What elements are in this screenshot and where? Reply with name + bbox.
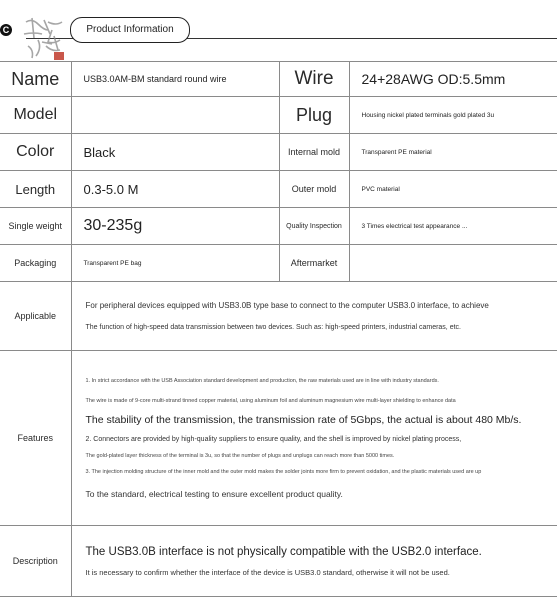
spec-label: Aftermarket xyxy=(279,245,349,282)
spec-label: Model xyxy=(0,97,71,134)
spec-label: Wire xyxy=(279,62,349,97)
feature-line: The wire is made of 9-core multi-strand tinned copper material, using aluminum foil and aluminum magnesium wire multi-layer shielding to enhance data xyxy=(85,397,456,404)
spec-label: Quality Inspection xyxy=(279,208,349,245)
spec-row xyxy=(0,134,557,171)
feature-line: The stability of the transmission, the transmission rate of 5Gbps, the actual is about 480 Mb/s. xyxy=(85,413,522,426)
spec-row xyxy=(0,171,557,208)
spec-row xyxy=(0,62,557,97)
spec-value: PVC material xyxy=(349,171,557,208)
header xyxy=(0,0,557,64)
feature-line: To the standard, electrical testing to ensure excellent product quality. xyxy=(85,488,343,499)
spec-value: 0.3-5.0 M xyxy=(71,171,279,208)
description-line: It is necessary to confirm whether the interface of the device is USB3.0 standard, otherwise it will not be used. xyxy=(85,567,450,577)
spec-table xyxy=(0,61,557,597)
spec-value: 30-235g xyxy=(71,208,279,245)
applicable-line: For peripheral devices equipped with USB3.0B type base to connect to the computer USB3.0 interface, to achieve xyxy=(85,301,489,310)
applicable-line: The function of high-speed data transmission between two devices. Such as: high-speed printers, industrial cameras, etc. xyxy=(85,324,461,331)
feature-line: 1. In strict accordance with the USB Association standard development and production, the raw materials used are in line with industry standards. xyxy=(85,377,439,384)
applicable-label: Applicable xyxy=(0,282,71,351)
features-content xyxy=(71,351,557,526)
brand-logo-icon: C xyxy=(0,24,12,36)
features-row xyxy=(0,351,557,526)
spec-value: USB3.0AM-BM standard round wire xyxy=(71,62,279,97)
spec-label: Name xyxy=(0,62,71,97)
spec-row xyxy=(0,97,557,134)
features-label: Features xyxy=(0,351,71,526)
calligraphy-seal-icon xyxy=(18,12,74,64)
spec-value: 24+28AWG OD:5.5mm xyxy=(349,62,557,97)
applicable-content xyxy=(71,282,557,351)
spec-label: Color xyxy=(0,134,71,171)
section-title-pill: Product Information xyxy=(70,17,190,43)
feature-line: The gold-plated layer thickness of the terminal is 3u, so that the number of plugs and unplugs can reach more than 5000 times. xyxy=(85,452,395,459)
feature-line: 3. The injection molding structure of the inner mold and the outer mold makes the solder joints more firm to prevent oxidation, and the plastic materials used are up xyxy=(85,468,482,475)
feature-line: 2. Connectors are provided by high-quality suppliers to ensure quality, and the shell is improved by nickel plating process, xyxy=(85,435,462,443)
spec-value: 3 Times electrical test appearance ... xyxy=(349,208,557,245)
spec-label: Length xyxy=(0,171,71,208)
spec-value xyxy=(349,245,557,282)
spec-label: Single weight xyxy=(0,208,71,245)
spec-value: Transparent PE bag xyxy=(71,245,279,282)
applicable-row xyxy=(0,282,557,351)
description-row xyxy=(0,526,557,597)
spec-value: Transparent PE material xyxy=(349,134,557,171)
spec-value: Housing nickel plated terminals gold plated 3u xyxy=(349,97,557,134)
spec-row xyxy=(0,245,557,282)
spec-value: Black xyxy=(71,134,279,171)
spec-label: Packaging xyxy=(0,245,71,282)
spec-label: Internal mold xyxy=(279,134,349,171)
description-content xyxy=(71,526,557,597)
spec-row xyxy=(0,208,557,245)
spec-label: Plug xyxy=(279,97,349,134)
description-label: Description xyxy=(0,526,71,597)
description-line: The USB3.0B interface is not physically compatible with the USB2.0 interface. xyxy=(85,545,482,558)
spec-value xyxy=(71,97,279,134)
spec-label: Outer mold xyxy=(279,171,349,208)
